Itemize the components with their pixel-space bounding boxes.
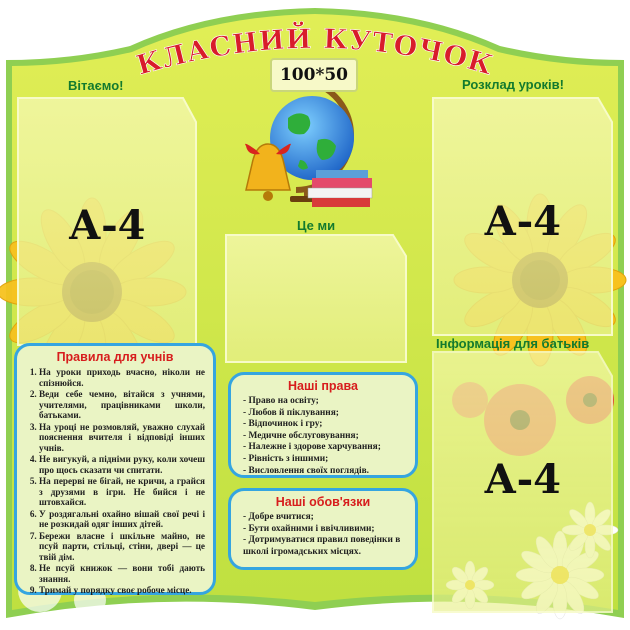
- pocket-bottom-right-label: А-4: [483, 456, 561, 503]
- rules-panel: [14, 343, 216, 595]
- list-item: 3. На уроці не розмовляй, уважно слухай пояснення вчителя і відповіді інших учнів.: [39, 422, 205, 454]
- books-icon: [308, 170, 372, 207]
- board-title: КЛАСНИЙ КУТОЧОК: [133, 23, 497, 82]
- list-item: - Право на освіту;: [243, 396, 409, 408]
- list-item: 8. Не псуй книжок — вони тобі дають знання.: [39, 563, 205, 584]
- pocket-center: [226, 235, 406, 362]
- pocket-bottom-right-area: [433, 352, 612, 612]
- rights-panel: [228, 372, 418, 478]
- duties-panel: [228, 488, 418, 570]
- duties-list: [231, 512, 415, 558]
- list-item: - Медичне обслуговування;: [243, 431, 409, 443]
- parents-info-label: Інформація для батьків: [436, 336, 590, 351]
- pocket-left-area: [18, 98, 196, 345]
- size-label: 100*50: [270, 58, 358, 92]
- welcome-label: Вітаємо!: [68, 78, 124, 93]
- list-item: - Добре вчитися;: [243, 512, 409, 524]
- list-item: 1. На уроки приходь вчасно, ніколи не спізнюйся.: [39, 367, 205, 388]
- list-item: 9. Тримай у порядку своє робоче місце.: [39, 585, 205, 596]
- list-item: - Дотримуватися правил поведінки в школі ігромадських місцях.: [243, 535, 409, 558]
- rules-title: Правила для учнів: [56, 350, 174, 364]
- list-item: 2. Веди себе чемно, вітайся з учнями, учителями, працівниками школи, батьками.: [39, 389, 205, 421]
- list-item: - Бути охайними і ввічливими;: [243, 524, 409, 536]
- list-item: 5. На перерві не бігай, не кричи, а грайся з друзями в ігри. Не бийся і не штовхайся.: [39, 476, 205, 508]
- pocket-right-area: [433, 98, 612, 335]
- pocket-left-label: А-4: [68, 201, 146, 249]
- list-item: - Висловлення своїх поглядів.: [243, 466, 409, 478]
- list-item: - Любов й піклування;: [243, 408, 409, 420]
- rules-list: [17, 367, 213, 596]
- list-item: 4. Не вигукуй, а підніми руку, коли хочеш про щось сказати чи спитати.: [39, 454, 205, 475]
- list-item: 7. Бережи власне і шкільне майно, не псуй парти, стільці, стіни, двері — це твій дім.: [39, 531, 205, 563]
- schedule-label: Розклад уроків!: [462, 77, 564, 92]
- pocket-right-label: А-4: [483, 197, 561, 245]
- we-label: Це ми: [297, 218, 336, 233]
- list-item: - Належне і здорове харчування;: [243, 442, 409, 454]
- list-item: 6. У роздягальні охайно вішай свої речі і не розкидай одяг інших дітей.: [39, 509, 205, 530]
- duties-title: Наші обов'язки: [275, 495, 371, 509]
- rights-title: Наші права: [288, 379, 358, 393]
- rights-list: [231, 396, 415, 477]
- title-arc: [0, 0, 630, 110]
- list-item: - Відпочинок і гру;: [243, 419, 409, 431]
- list-item: - Рівність з іншими;: [243, 454, 409, 466]
